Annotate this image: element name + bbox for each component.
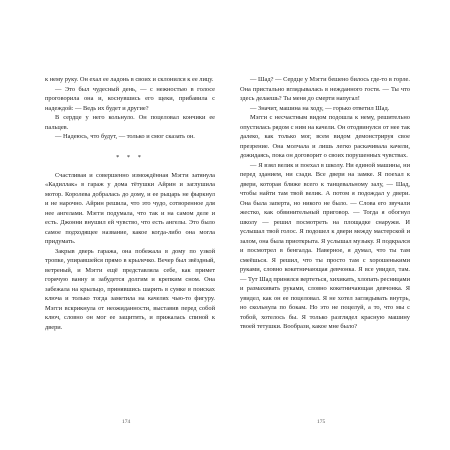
page-number-right: 175 bbox=[317, 419, 326, 425]
left-paragraph-5: Счастливая и совершенно измождённая Мэгги затянула «Кадиллак» в гараж у дома тётушки Айрин и заглушила мотор. Королева добралась до дому, и ее рыцарь не фыркнул и не нарочно. Айрин решила, что это чудо, сотворенное для нее ангелами. Мэгги подумала, что так и на самом деле и есть. Джонни внушил ей чувство, что есть ангелы. Это было самое подходящее название, какое когда-либо она могла придумать. bbox=[45, 171, 215, 245]
left-paragraph-2: — Это был чудесный день, — с нежностью в голосе проговорила она и, коснувшись его щеки, прибавила с надеждой: — Ведь их будет и другие? bbox=[45, 85, 215, 112]
left-paragraph-3: В сердце у него кольнуло. Он поцеловал кончики ее пальцев. bbox=[45, 114, 215, 131]
left-paragraph-1: к нему руку. Он ехал ее ладонь в своих и склонился к ее лицу. bbox=[45, 76, 214, 83]
right-paragraph-3: Мэгги с несчастным видом подошла к нему, решительно опустилась рядом с ним на качели. Он отодвинулся от нее так далеко, как только мог, всем видом демонстрируя свое презрение. Она молчала и лишь легко раскачивала качели, дожидаясь, пока он договорит о своих порушенных чувствах. bbox=[240, 114, 410, 159]
scene-break: * * * bbox=[116, 153, 144, 161]
right-paragraph-2: — Значит, машина на ходу, — горько ответил Шад. bbox=[250, 104, 390, 112]
left-paragraph-6: Закрыв дверь гаража, она побежала в дому по узкой тропке, упиравшейся прямо в крылечко. Вечер был звёздный, ветреный, и Мэгги ещё представляла себе, как примет горячую ванну и забудется долгим и крепким сном. Она забежала на крыльцо, принявшись шарить в сумке в поисках ключа и только тогда заметила на качелях чью-то фигуру. Мэгги вскрикнула от неожиданности, выставив перед собой ключ, словно он мог ее защитить, и прижалась спиной к двери. bbox=[45, 247, 215, 331]
right-page bbox=[240, 75, 410, 425]
page-number-left: 174 bbox=[122, 419, 131, 425]
left-paragraph-4: — Надеюсь, что будут, — только и смог сказать он. bbox=[55, 133, 195, 140]
right-paragraph-1: — Шад? — Сердце у Мэгги бешено билось где-то в горле. Она пристально вглядывалась в нежданного гостя. — Ты что здесь делаешь? Ты меня до смерти напугал! bbox=[240, 76, 410, 102]
left-page bbox=[45, 75, 215, 425]
right-paragraph-4: — Я взял велик и поехал в школу. Ни единой машины, ни перед зданием, ни сзади. Все двери на замке. Я поехал к двери, которая ближе всего к танцевальному залу, — Шад, чтобы найти там твой велик. А потом я подождал у двери. Она была заперта, но никого не было. — Слова его звучали жестко, как обвинительный приговор. — Тогда я обогнул школу — решил посмотреть на площадке снаружи. И услышал твой голос. Я подошел к двери между мастерской и залом, она была приоткрыта. Я услышал музыку. Я подкрался и посмотрел в бенгалда. Наверное, я думал, что ты там смеёшься. Я решил, что ты просто там с хорошенькими руками, словно кокетничающая девчонка. Я все увидел, там. — Тут Шад принялся вертеться, хихикать, хлопать ресницами и размахивать руками, словно кокетничающая девчонка. Я увидел, как он ее поцеловал. Я не хотел заглядывать внутрь, но скольнула по бокам. Но это не поцелуй, а то, что мы с тобой, хотелось бы. Я только разглядел красную машину твоей тетушки. Вообрази, какое мне было? bbox=[240, 161, 410, 330]
